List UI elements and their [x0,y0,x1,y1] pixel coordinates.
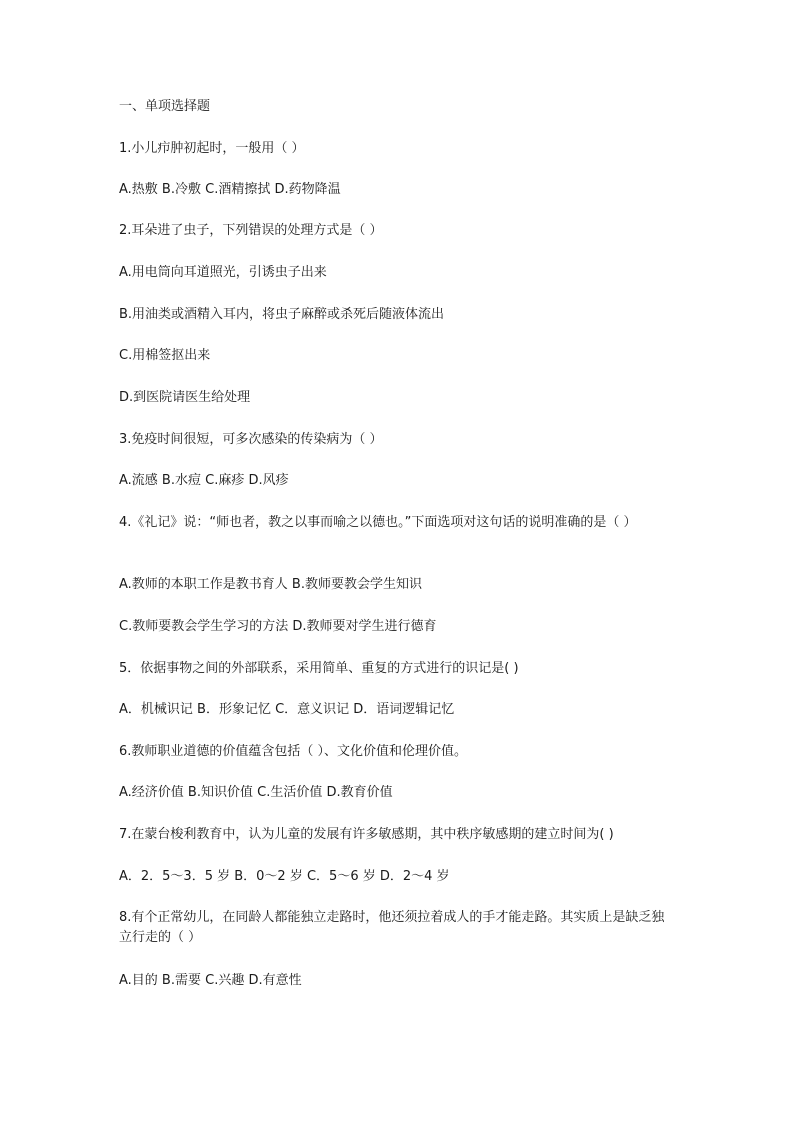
question-7-options: A．2．5～3．5 岁 B．0～2 岁 C．5～6 岁 D．2～4 岁 [119,869,450,884]
question-2-option-d: D.到医院请医生给处理 [119,390,251,405]
question-1-stem: 1.小儿疖肿初起时，一般用（ ） [119,141,305,156]
question-2-option-b: B.用油类或酒精入耳内，将虫子麻醉或杀死后随液体流出 [119,307,445,322]
question-4-options-cd: C.教师要教会学生学习的方法 D.教师要对学生进行德育 [119,619,437,634]
question-5-stem: 5．依据事物之间的外部联系，采用简单、重复的方式进行的识记是( ) [119,661,519,676]
question-3-options: A.流感 B.水痘 C.麻疹 D.风疹 [119,473,289,488]
question-8-options: A.目的 B.需要 C.兴趣 D.有意性 [119,973,302,988]
question-8-stem: 8.有个正常幼儿，在同龄人都能独立走路时，他还须拉着成人的手才能走路。其实质上是缺乏独立行走的（ ） [119,910,665,945]
question-2-option-a: A.用电筒向耳道照光，引诱虫子出来 [119,265,327,280]
section-heading: 一、单项选择题 [119,99,211,114]
question-7-stem: 7.在蒙台梭利教育中，认为儿童的发展有许多敏感期，其中秩序敏感期的建立时间为( ) [119,827,614,842]
question-6-options: A.经济价值 B.知识价值 C.生活价值 D.教育价值 [119,785,393,800]
question-5-options: A．机械识记 B．形象记忆 C．意义识记 D．语词逻辑记忆 [119,702,455,717]
question-3-stem: 3.免疫时间很短，可多次感染的传染病为（ ） [119,432,383,447]
question-4-stem: 4.《礼记》说：“师也者，教之以事而喻之以德也。”下面选项对这句话的说明准确的是（ ） [119,515,637,530]
question-1-options: A.热敷 B.冷敷 C.酒精擦拭 D.药物降温 [119,182,341,197]
question-6-stem: 6.教师职业道德的价值蕴含包括（ ）、文化价值和伦理价值。 [119,744,468,759]
question-2-stem: 2.耳朵进了虫子，下列错误的处理方式是（ ） [119,223,383,238]
question-4-options-ab: A.教师的本职工作是教书育人 B.教师要教会学生知识 [119,577,422,592]
question-2-option-c: C.用棉签抠出来 [119,348,211,363]
